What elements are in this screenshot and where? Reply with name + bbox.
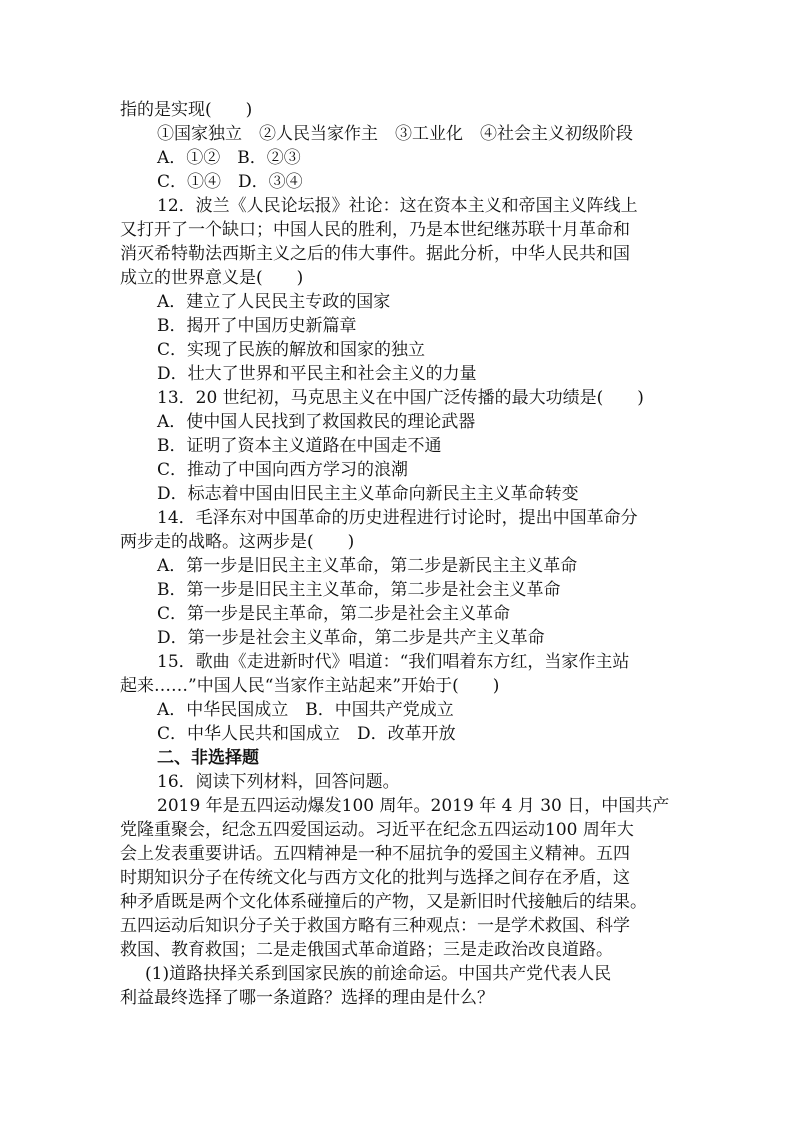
text-line: 种矛盾既是两个文化体系碰撞后的产物，又是新旧时代接触后的结果。 bbox=[120, 892, 647, 912]
text-line: 党隆重聚会，纪念五四爱国运动。习近平在纪念五四运动100 周年大 bbox=[120, 820, 634, 840]
text-line: C．①④ D．③④ bbox=[157, 172, 303, 192]
text-line: 14．毛泽东对中国革命的历史进程进行讨论时，提出中国革命分 bbox=[157, 508, 638, 528]
text-line: A．①② B．②③ bbox=[157, 148, 301, 168]
text-line: A．使中国人民找到了救国救民的理论武器 bbox=[157, 412, 476, 432]
text-line: 13．20 世纪初，马克思主义在中国广泛传播的最大功绩是( ) bbox=[157, 388, 644, 408]
text-line: 会上发表重要讲话。五四精神是一种不屈抗争的爱国主义精神。五四 bbox=[120, 844, 630, 864]
text-line: D．标志着中国由旧民主主义革命向新民主主义革命转变 bbox=[157, 484, 579, 504]
text-line: (1)道路抉择关系到国家民族的前途命运。中国共产党代表人民 bbox=[145, 964, 612, 984]
text-line: 救国、教育救国；二是走俄国式革命道路；三是走政治改良道路。 bbox=[120, 940, 613, 960]
text-line: B．第一步是旧民主主义革命，第二步是社会主义革命 bbox=[157, 580, 561, 600]
text-line: C．实现了民族的解放和国家的独立 bbox=[157, 340, 426, 360]
text-line: B．揭开了中国历史新篇章 bbox=[157, 316, 357, 336]
section-heading: 二、非选择题 bbox=[157, 748, 259, 768]
text-line: 15．歌曲《走进新时代》唱道：“我们唱着东方红，当家作主站 bbox=[157, 652, 630, 672]
text-line: B．证明了资本主义道路在中国走不通 bbox=[157, 436, 442, 456]
text-line: D．壮大了世界和平民主和社会主义的力量 bbox=[157, 364, 477, 384]
text-line: 又打开了一个缺口；中国人民的胜利，乃是本世纪继苏联十月革命和 bbox=[120, 220, 630, 240]
text-line: C．中华人民共和国成立 D．改革开放 bbox=[157, 724, 456, 744]
text-line: 12．波兰《人民论坛报》社论：这在资本主义和帝国主义阵线上 bbox=[157, 196, 638, 216]
text-line: C．第一步是民主革命，第二步是社会主义革命 bbox=[157, 604, 511, 624]
text-line: 起来……”中国人民“当家作主站起来”开始于( ) bbox=[120, 676, 500, 696]
text-line: 两步走的战略。这两步是( ) bbox=[120, 532, 355, 552]
text-line: 时期知识分子在传统文化与西方文化的批判与选择之间存在矛盾，这 bbox=[120, 868, 630, 888]
text-line: A．第一步是旧民主主义革命，第二步是新民主主义革命 bbox=[157, 556, 578, 576]
text-line: 2019 年是五四运动爆发100 周年。2019 年 4 月 30 日，中国共产 bbox=[157, 796, 670, 816]
text-line: 成立的世界意义是( ) bbox=[120, 268, 304, 288]
text-line: 消灭希特勒法西斯主义之后的伟大事件。据此分析，中华人民共和国 bbox=[120, 244, 630, 264]
text-line: 五四运动后知识分子关于救国方略有三种观点：一是学术救国、科学 bbox=[120, 916, 630, 936]
text-line: A．中华民国成立 B．中国共产党成立 bbox=[157, 700, 454, 720]
text-line: 利益最终选择了哪一条道路？选择的理由是什么？ bbox=[120, 988, 494, 1008]
text-line: D．第一步是社会主义革命，第二步是共产主义革命 bbox=[157, 628, 545, 648]
text-line: 指的是实现( ) bbox=[120, 100, 253, 120]
text-line: C．推动了中国向西方学习的浪潮 bbox=[157, 460, 409, 480]
text-line: ①国家独立 ②人民当家作主 ③工业化 ④社会主义初级阶段 bbox=[157, 124, 633, 144]
text-line: 16．阅读下列材料，回答问题。 bbox=[157, 772, 400, 792]
text-line: A．建立了人民民主专政的国家 bbox=[157, 292, 391, 312]
